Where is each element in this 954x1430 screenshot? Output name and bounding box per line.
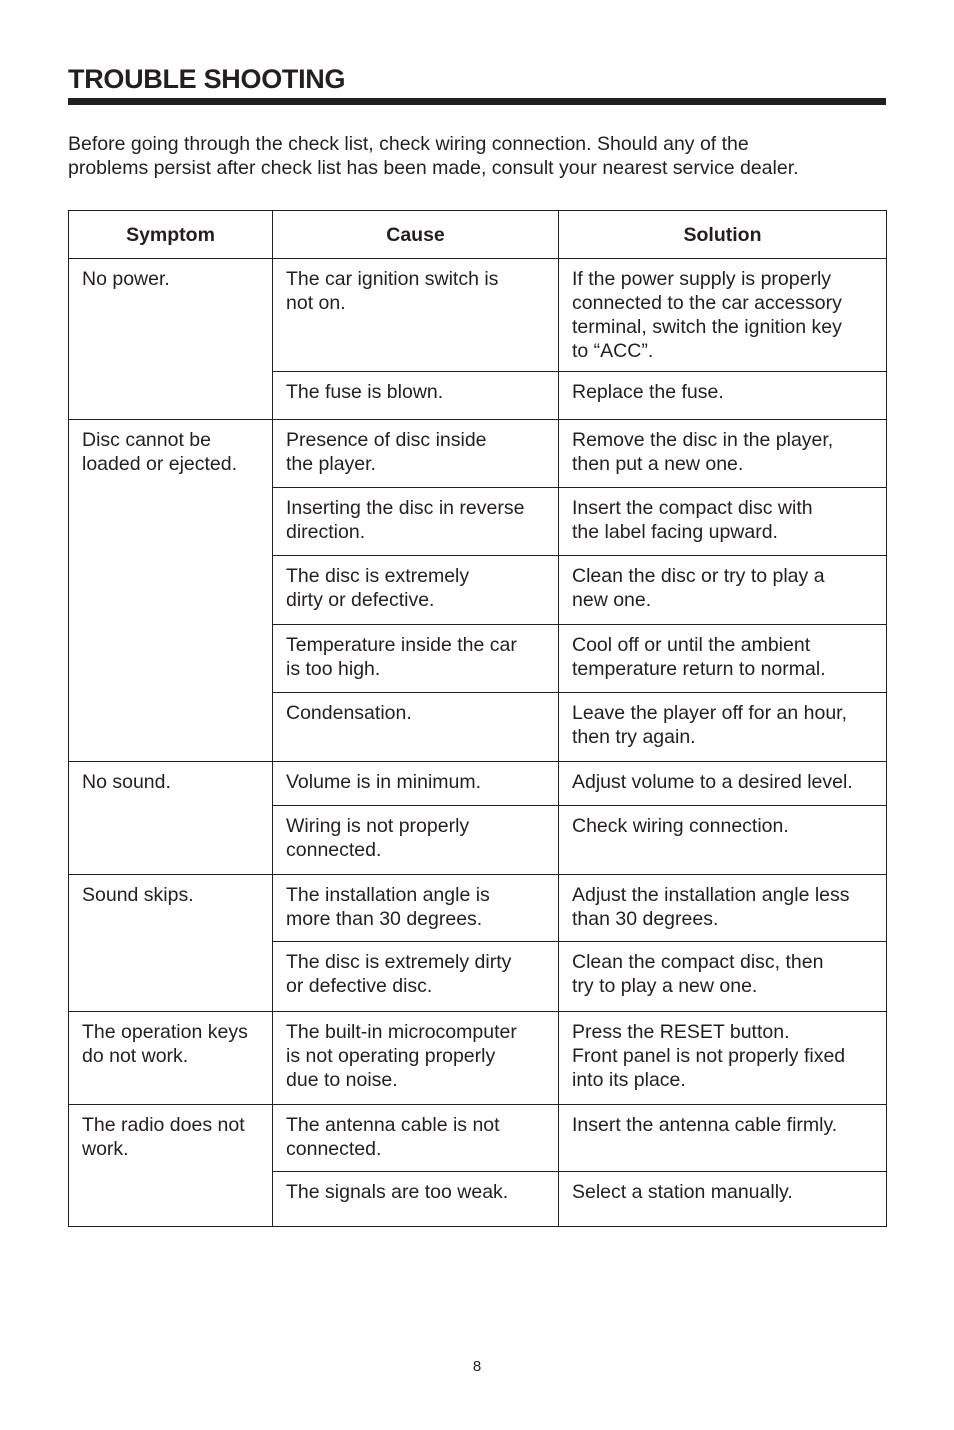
symptom-cell: The operation keys do not work. [69, 1012, 273, 1105]
page-title: TROUBLE SHOOTING [68, 64, 346, 94]
cause-cell: The disc is extremely dirty or defective disc. [273, 942, 559, 1012]
solution-cell: Clean the disc or try to play a new one. [559, 556, 887, 625]
symptom-cell: The radio does not work. [69, 1105, 273, 1227]
solution-cell: Replace the fuse. [559, 372, 887, 420]
cause-cell: The fuse is blown. [273, 372, 559, 420]
solution-cell: Adjust volume to a desired level. [559, 762, 887, 806]
symptom-cell: Disc cannot be loaded or ejected. [69, 420, 273, 762]
cause-cell: Wiring is not properly connected. [273, 806, 559, 875]
column-header-solution: Solution [559, 211, 887, 259]
symptom-cell: No power. [69, 259, 273, 420]
table-row [69, 1105, 887, 1172]
cause-cell: Inserting the disc in reverse direction. [273, 488, 559, 556]
cause-cell: Temperature inside the car is too high. [273, 625, 559, 693]
symptom-cell: Sound skips. [69, 875, 273, 1012]
solution-cell: Check wiring connection. [559, 806, 887, 875]
table-row [69, 1012, 887, 1105]
solution-cell: Press the RESET button. Front panel is not properly fixed into its place. [559, 1012, 887, 1105]
cause-cell: Condensation. [273, 693, 559, 762]
cause-cell: The antenna cable is not connected. [273, 1105, 559, 1172]
solution-cell: Insert the compact disc with the label facing upward. [559, 488, 887, 556]
cause-cell: The signals are too weak. [273, 1172, 559, 1227]
cause-cell: The car ignition switch is not on. [273, 259, 559, 372]
solution-cell: If the power supply is properly connected to the car accessory terminal, switch the ignition key to “ACC”. [559, 259, 887, 372]
cause-cell: The disc is extremely dirty or defective. [273, 556, 559, 625]
solution-cell: Select a station manually. [559, 1172, 887, 1227]
column-header-cause: Cause [273, 211, 559, 259]
symptom-cell: No sound. [69, 762, 273, 875]
title-rule [68, 98, 886, 105]
page-number: 8 [472, 1358, 482, 1375]
solution-cell: Clean the compact disc, then try to play a new one. [559, 942, 887, 1012]
cause-cell: The built-in microcomputer is not operating properly due to noise. [273, 1012, 559, 1105]
intro-paragraph: Before going through the check list, check wiring connection. Should any of the problems persist after check list has been made, consult your nearest service dealer. [68, 133, 799, 179]
table-row [69, 420, 887, 488]
table-header-row [69, 211, 887, 259]
column-header-symptom: Symptom [69, 211, 273, 259]
cause-cell: The installation angle is more than 30 degrees. [273, 875, 559, 942]
solution-cell: Leave the player off for an hour, then try again. [559, 693, 887, 762]
solution-cell: Remove the disc in the player, then put a new one. [559, 420, 887, 488]
table-row [69, 762, 887, 806]
table-row [69, 875, 887, 942]
solution-cell: Adjust the installation angle less than 30 degrees. [559, 875, 887, 942]
table-row [69, 259, 887, 372]
cause-cell: Volume is in minimum. [273, 762, 559, 806]
cause-cell: Presence of disc inside the player. [273, 420, 559, 488]
solution-cell: Insert the antenna cable firmly. [559, 1105, 887, 1172]
troubleshooting-table [68, 210, 887, 1227]
solution-cell: Cool off or until the ambient temperature return to normal. [559, 625, 887, 693]
